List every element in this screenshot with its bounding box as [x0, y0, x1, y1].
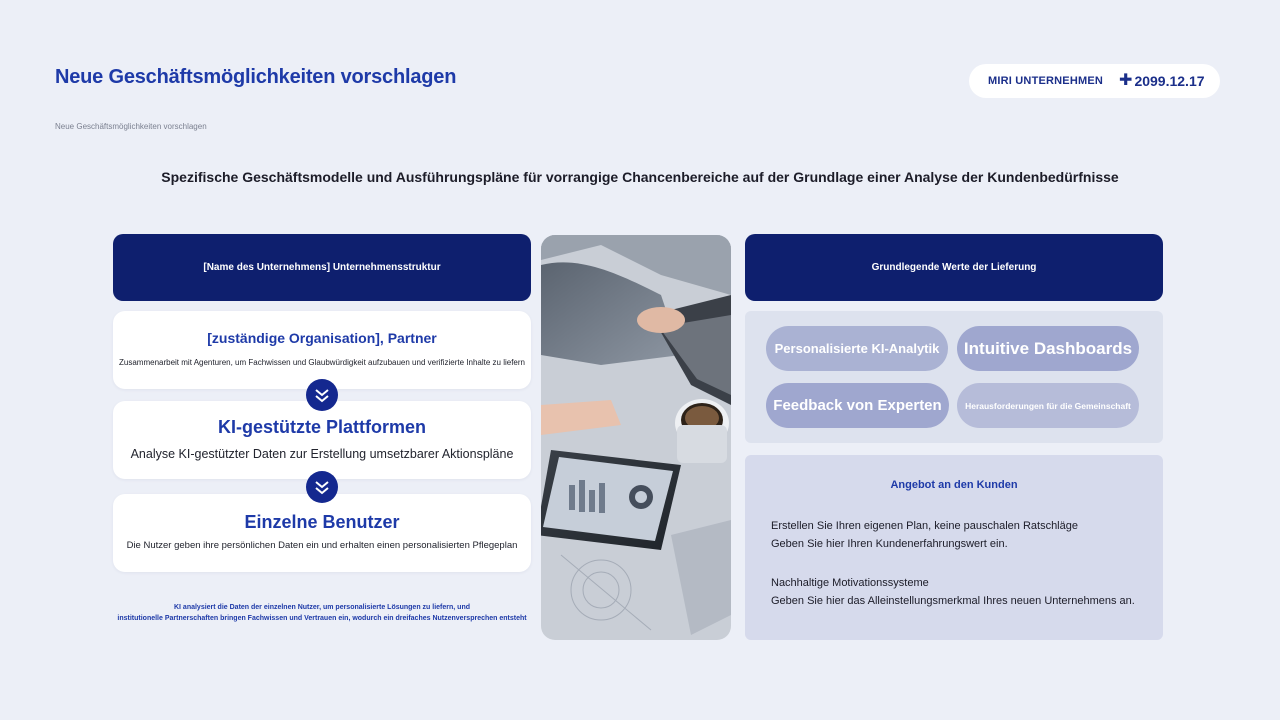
values-panel	[745, 311, 1163, 443]
company-name: MIRI UNTERNEHMEN	[988, 75, 1104, 87]
card-users	[113, 494, 531, 572]
page-subtitle: Neue Geschäftsmöglichkeiten vorschlagen	[55, 122, 207, 131]
chevron-down-icon	[306, 379, 338, 411]
date-label: 2099.12.17	[1134, 73, 1205, 89]
card-users-text: Die Nutzer geben ihre persönlichen Daten ein und erhalten einen personalisierten Pflegeplan	[126, 540, 518, 551]
structure-header: [Name des Unternehmens] Unternehmensstruktur	[113, 234, 531, 301]
chevron-down-icon	[306, 471, 338, 503]
pill-community: Herausforderungen für die Gemeinschaft	[957, 383, 1139, 428]
offer-line: Geben Sie hier Ihren Kundenerfahrungswert ein.	[771, 538, 1008, 550]
company-date-badge	[969, 64, 1220, 98]
footnote-line: institutionelle Partnerschaften bringen Fachwissen und Vertrauen ein, wodurch ein dreifaches Nutzenversprechen entsteht	[117, 615, 527, 622]
headline: Spezifische Geschäftsmodelle und Ausführungspläne für vorrangige Chancenbereiche auf der Grundlage einer Analyse der Kundenbedürfnisse	[161, 169, 1119, 185]
offer-line: Geben Sie hier das Alleinstellungsmerkmal Ihres neuen Unternehmens an.	[771, 595, 1135, 607]
card-platform-title: KI-gestützte Plattformen	[217, 417, 426, 437]
footnote-line: KI analysiert die Daten der einzelnen Nutzer, um personalisierte Lösungen zu liefern, und	[173, 604, 470, 611]
card-platform-text: Analyse KI-gestützter Daten zur Erstellung umsetzbarer Aktionspläne	[130, 447, 514, 461]
page-title: Neue Geschäftsmöglichkeiten vorschlagen	[55, 66, 457, 88]
offer-line: Nachhaltige Motivationssysteme	[771, 577, 929, 589]
offer-line: Erstellen Sie Ihren eigenen Plan, keine pauschalen Ratschläge	[771, 520, 1078, 532]
card-partner	[113, 311, 531, 389]
offer-title: Angebot an den Kunden	[890, 479, 1018, 491]
footnote	[113, 602, 531, 624]
card-users-title: Einzelne Benutzer	[244, 512, 400, 532]
pill-dashboards: Intuitive Dashboards	[957, 326, 1139, 371]
pill-feedback: Feedback von Experten	[766, 383, 949, 428]
offer-panel	[745, 455, 1163, 640]
plus-icon: ✚	[1119, 72, 1133, 89]
pill-ki-analytik: Personalisierte KI-Analytik	[766, 326, 948, 371]
card-partner-text: Zusammenarbeit mit Agenturen, um Fachwissen und Glaubwürdigkeit aufzubauen und verifizierte Inhalte zu liefern	[119, 358, 525, 367]
laptop-tablet-photo	[541, 235, 731, 640]
values-header: Grundlegende Werte der Lieferung	[745, 234, 1163, 301]
card-platform	[113, 401, 531, 479]
card-partner-title: [zuständige Organisation], Partner	[207, 330, 437, 346]
